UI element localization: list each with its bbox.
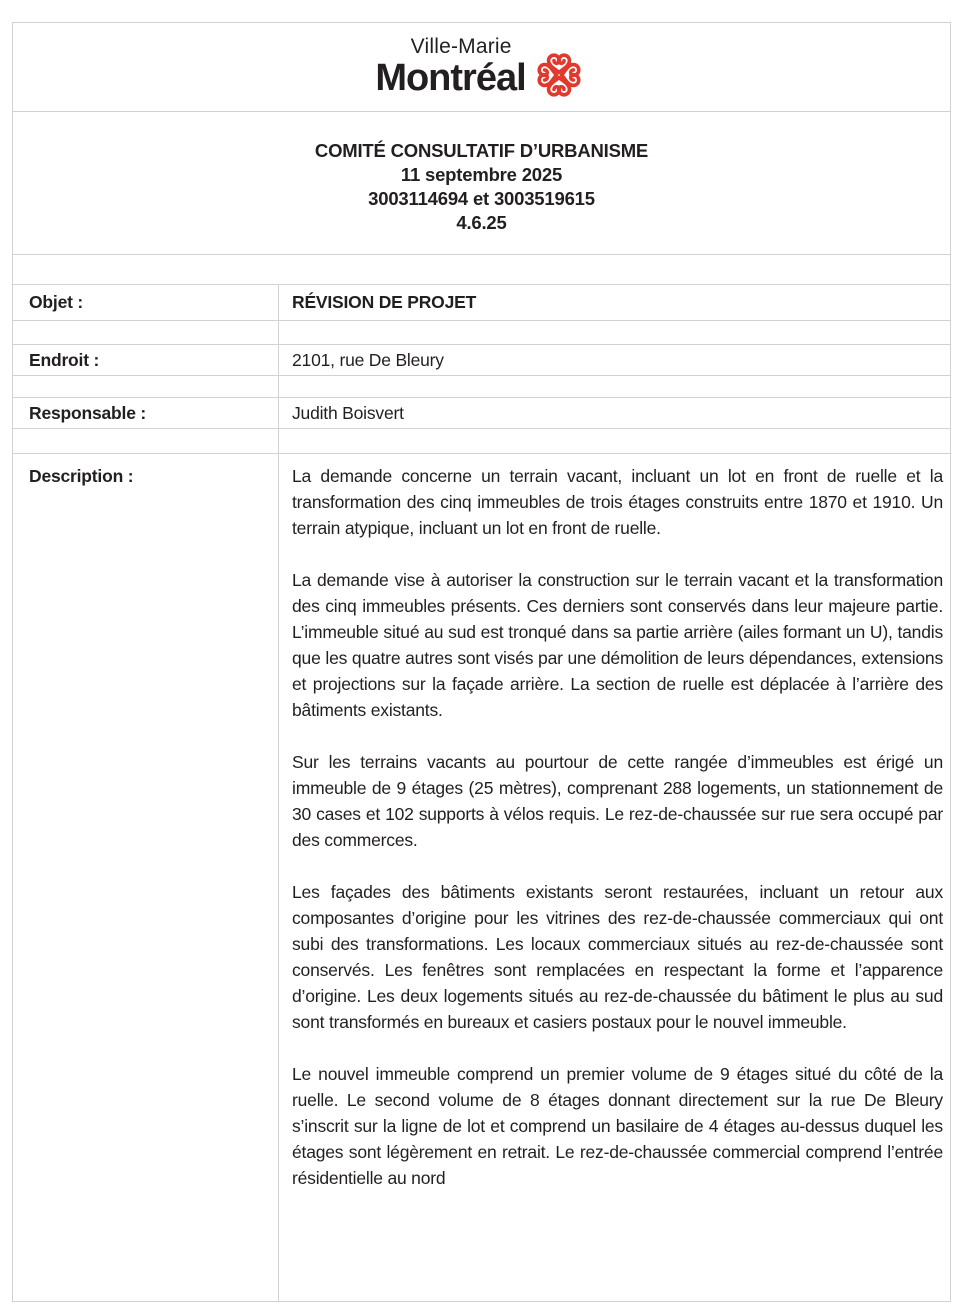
responsable-value: Judith Boisvert xyxy=(292,402,404,423)
spacer-value-cell xyxy=(279,376,950,397)
spacer-row xyxy=(13,376,950,398)
description-paragraph: Sur les terrains vacants au pourtour de cette rangée d’immeubles est érigé un immeuble de 9 étages (25 mètres), comprenant 288 logements, un stationnement de 30 cases et 102 supports à vélos requis. Le rez-de-chaussée sur rue sera occupé par des commerces. xyxy=(292,752,943,850)
spacer-label-cell xyxy=(13,429,279,453)
dossier-numbers: 3003114694 et 3003519615 xyxy=(368,188,595,209)
objet-value: RÉVISION DE PROJET xyxy=(292,292,477,312)
city-logo xyxy=(375,36,587,98)
objet-label: Objet : xyxy=(13,285,279,320)
item-number: 4.6.25 xyxy=(456,212,507,233)
table-row-endroit xyxy=(13,345,950,376)
description-paragraph: Les façades des bâtiments existants seront restaurées, incluant un retour aux composantes d’origine pour les vitrines des rez-de-chaussée commerciaux qui ont subi des transformations. Les locaux commerciaux situés au rez-de-chaussée sont conservés. Les fenêtres sont remplacées en respectant la forme et l’apparence d’origine. Les deux logements situés au rez-de-chaussée du bâtiment le plus au sud sont transformés en bureaux et casiers postaux pour le nouvel immeuble. xyxy=(292,882,943,1032)
spacer-row xyxy=(13,429,950,454)
endroit-label: Endroit : xyxy=(13,345,279,375)
spacer-label-cell xyxy=(13,376,279,397)
spacer-value-cell xyxy=(279,321,950,344)
spacer-label-cell xyxy=(13,321,279,344)
spacer-row-full xyxy=(13,255,950,285)
description-label: Description : xyxy=(13,454,279,1301)
table-row-objet xyxy=(13,285,950,321)
table-row-responsable xyxy=(13,398,950,429)
table-row-description xyxy=(13,454,950,1301)
description-paragraph: La demande concerne un terrain vacant, incluant un lot en front de ruelle et la transformation des cinq immeubles de trois étages construits entre 1870 et 1910. Un terrain atypique, incluant un lot en front de ruelle. xyxy=(292,466,943,538)
document-page xyxy=(12,22,951,1302)
endroit-value: 2101, rue De Bleury xyxy=(292,349,444,370)
montreal-rosette-icon xyxy=(530,46,588,104)
logo-wordmark xyxy=(375,36,525,98)
logo-section xyxy=(13,23,950,112)
responsable-label: Responsable : xyxy=(13,398,279,428)
spacer-value-cell xyxy=(279,429,950,453)
spacer-row xyxy=(13,321,950,345)
description-paragraph: La demande vise à autoriser la construction sur le terrain vacant et la transformation des cinq immeubles présents. Ces derniers sont conservés dans leur majeure partie. L’immeuble situé au sud est tronqué dans sa partie arrière (ailes formant un U), tandis que les quatre autres sont visés par une démolition de leurs dépendances, extensions et projections sur la façade arrière. La section de ruelle est déplacée à l’arrière des bâtiments existants. xyxy=(292,570,943,720)
borough-name: Ville-Marie xyxy=(410,35,512,58)
meeting-date: 11 septembre 2025 xyxy=(400,164,563,185)
title-block xyxy=(13,112,950,255)
city-name: Montréal xyxy=(375,57,526,99)
committee-title: COMITÉ CONSULTATIF D’URBANISME xyxy=(314,140,649,161)
description-paragraph: Le nouvel immeuble comprend un premier volume de 9 étages situé du côté de la ruelle. Le second volume de 8 étages donnant directement sur la rue De Bleury s’inscrit sur la ligne de lot et comprend un basilaire de 4 étages au-dessus duquel les étages sont légèrement en retrait. Le rez-de-chaussée commercial comprend l’entrée résidentielle au nord xyxy=(292,1064,943,1188)
description-text xyxy=(279,454,950,1301)
